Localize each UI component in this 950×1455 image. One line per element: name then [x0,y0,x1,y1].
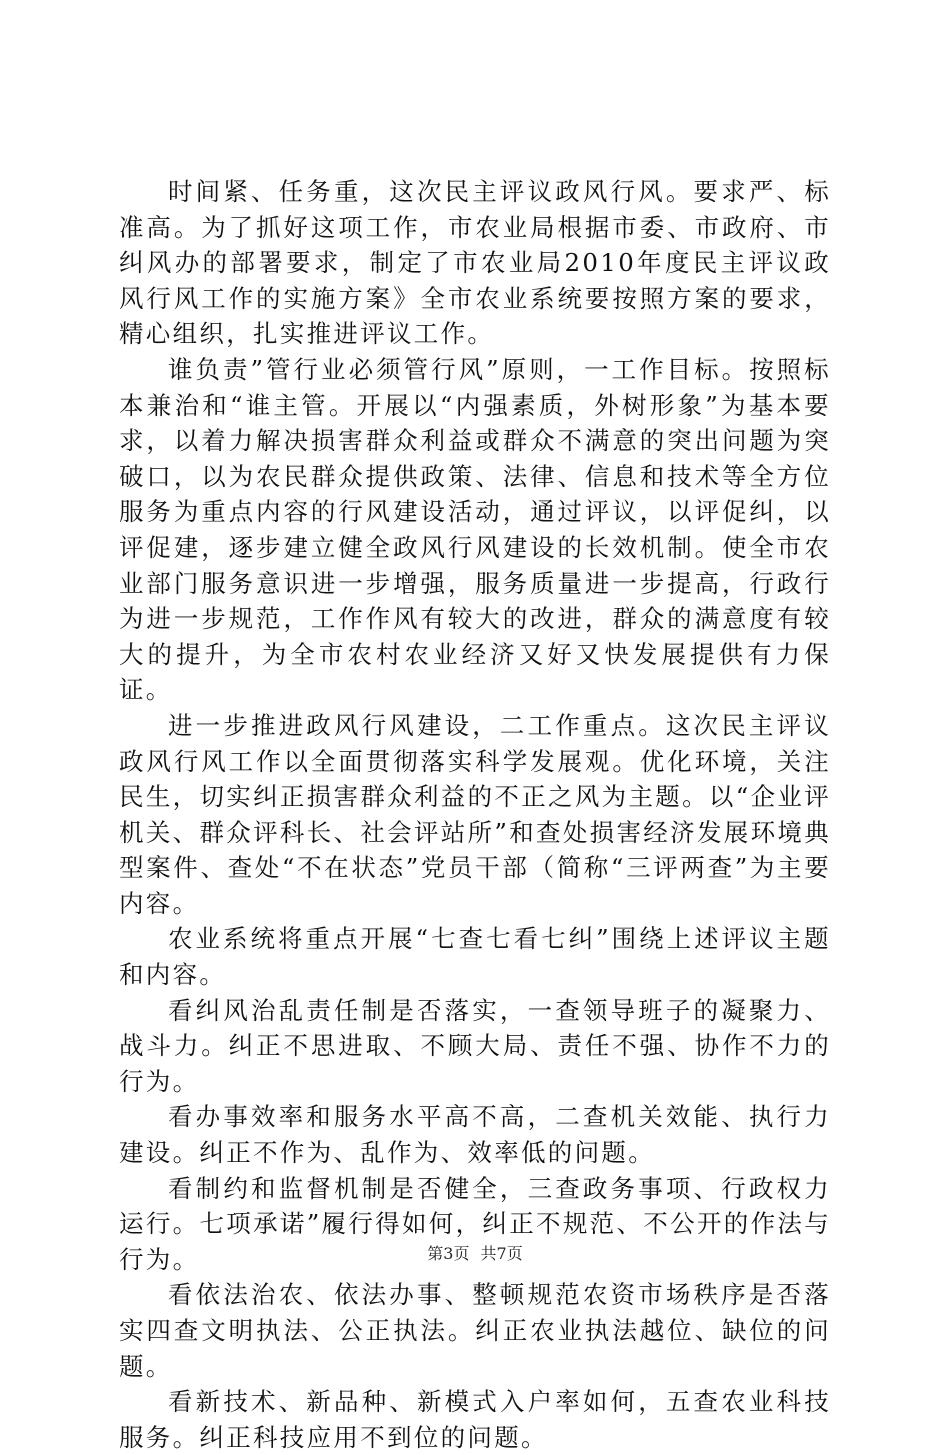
paragraph: 谁负责”管行业必须管行风”原则，一工作目标。按照标本兼治和“谁主管。开展以“内强素质，外树形象”为基本要求，以着力解决损害群众利益或群众不满意的突出问题为突破口，以为农民群众提供政策、法律、信息和技术等全方位服务为重点内容的行风建设活动，通过评议，以评促纠，以评促建，逐步建立健全政风行风建设的长效机制。使全市农业部门服务意识进一步增强，服务质量进一步提高，行政行为进一步规范，工作作风有较大的改进，群众的满意度有较大的提升，为全市农村农业经济又好又快发展提供有力保证。 [119,354,831,705]
paragraph: 时间紧、任务重，这次民主评议政风行风。要求严、标准高。为了抓好这项工作，市农业局根据市委、市政府、市纠风办的部署要求，制定了市农业局2010年度民主评议政风行风工作的实施方案》全市农业系统要按照方案的要求，精心组织，扎实推进评议工作。 [119,177,831,349]
paragraph: 进一步推进政风行风建设，二工作重点。这次民主评议政风行风工作以全面贯彻落实科学发展观。优化环境，关注民生，切实纠正损害群众利益的不正之风为主题。以“企业评机关、群众评科长、社会评站所”和查处损害经济发展环境典型案件、查处“不在状态”党员干部（简称“三评两查”为主要内容。 [119,710,831,918]
paragraph: 看新技术、新品种、新模式入户率如何，五查农业科技服务。纠正科技应用不到位的问题。 [119,1387,831,1452]
paragraph: 看依法治农、依法办事、整顿规范农资市场秩序是否落实四查文明执法、公正执法。纠正农业执法越位、缺位的问题。 [119,1280,831,1381]
page-footer: 第3页 共7页 [427,1244,523,1263]
paragraph: 看办事效率和服务水平高不高，二查机关效能、执行力建设。纠正不作为、乱作为、效率低的问题。 [119,1102,831,1168]
paragraph: 农业系统将重点开展“七查七看七纠”围绕上述评议主题和内容。 [119,924,831,990]
paragraph: 看纠风治乱责任制是否落实，一查领导班子的凝聚力、战斗力。纠正不思进取、不顾大局、责任不强、协作不力的行为。 [119,995,831,1096]
paragraph: 看制约和监督机制是否健全，三查政务事项、行政权力运行。七项承诺”履行得如何，纠正不规范、不公开的作法与行为。 [119,1173,831,1274]
